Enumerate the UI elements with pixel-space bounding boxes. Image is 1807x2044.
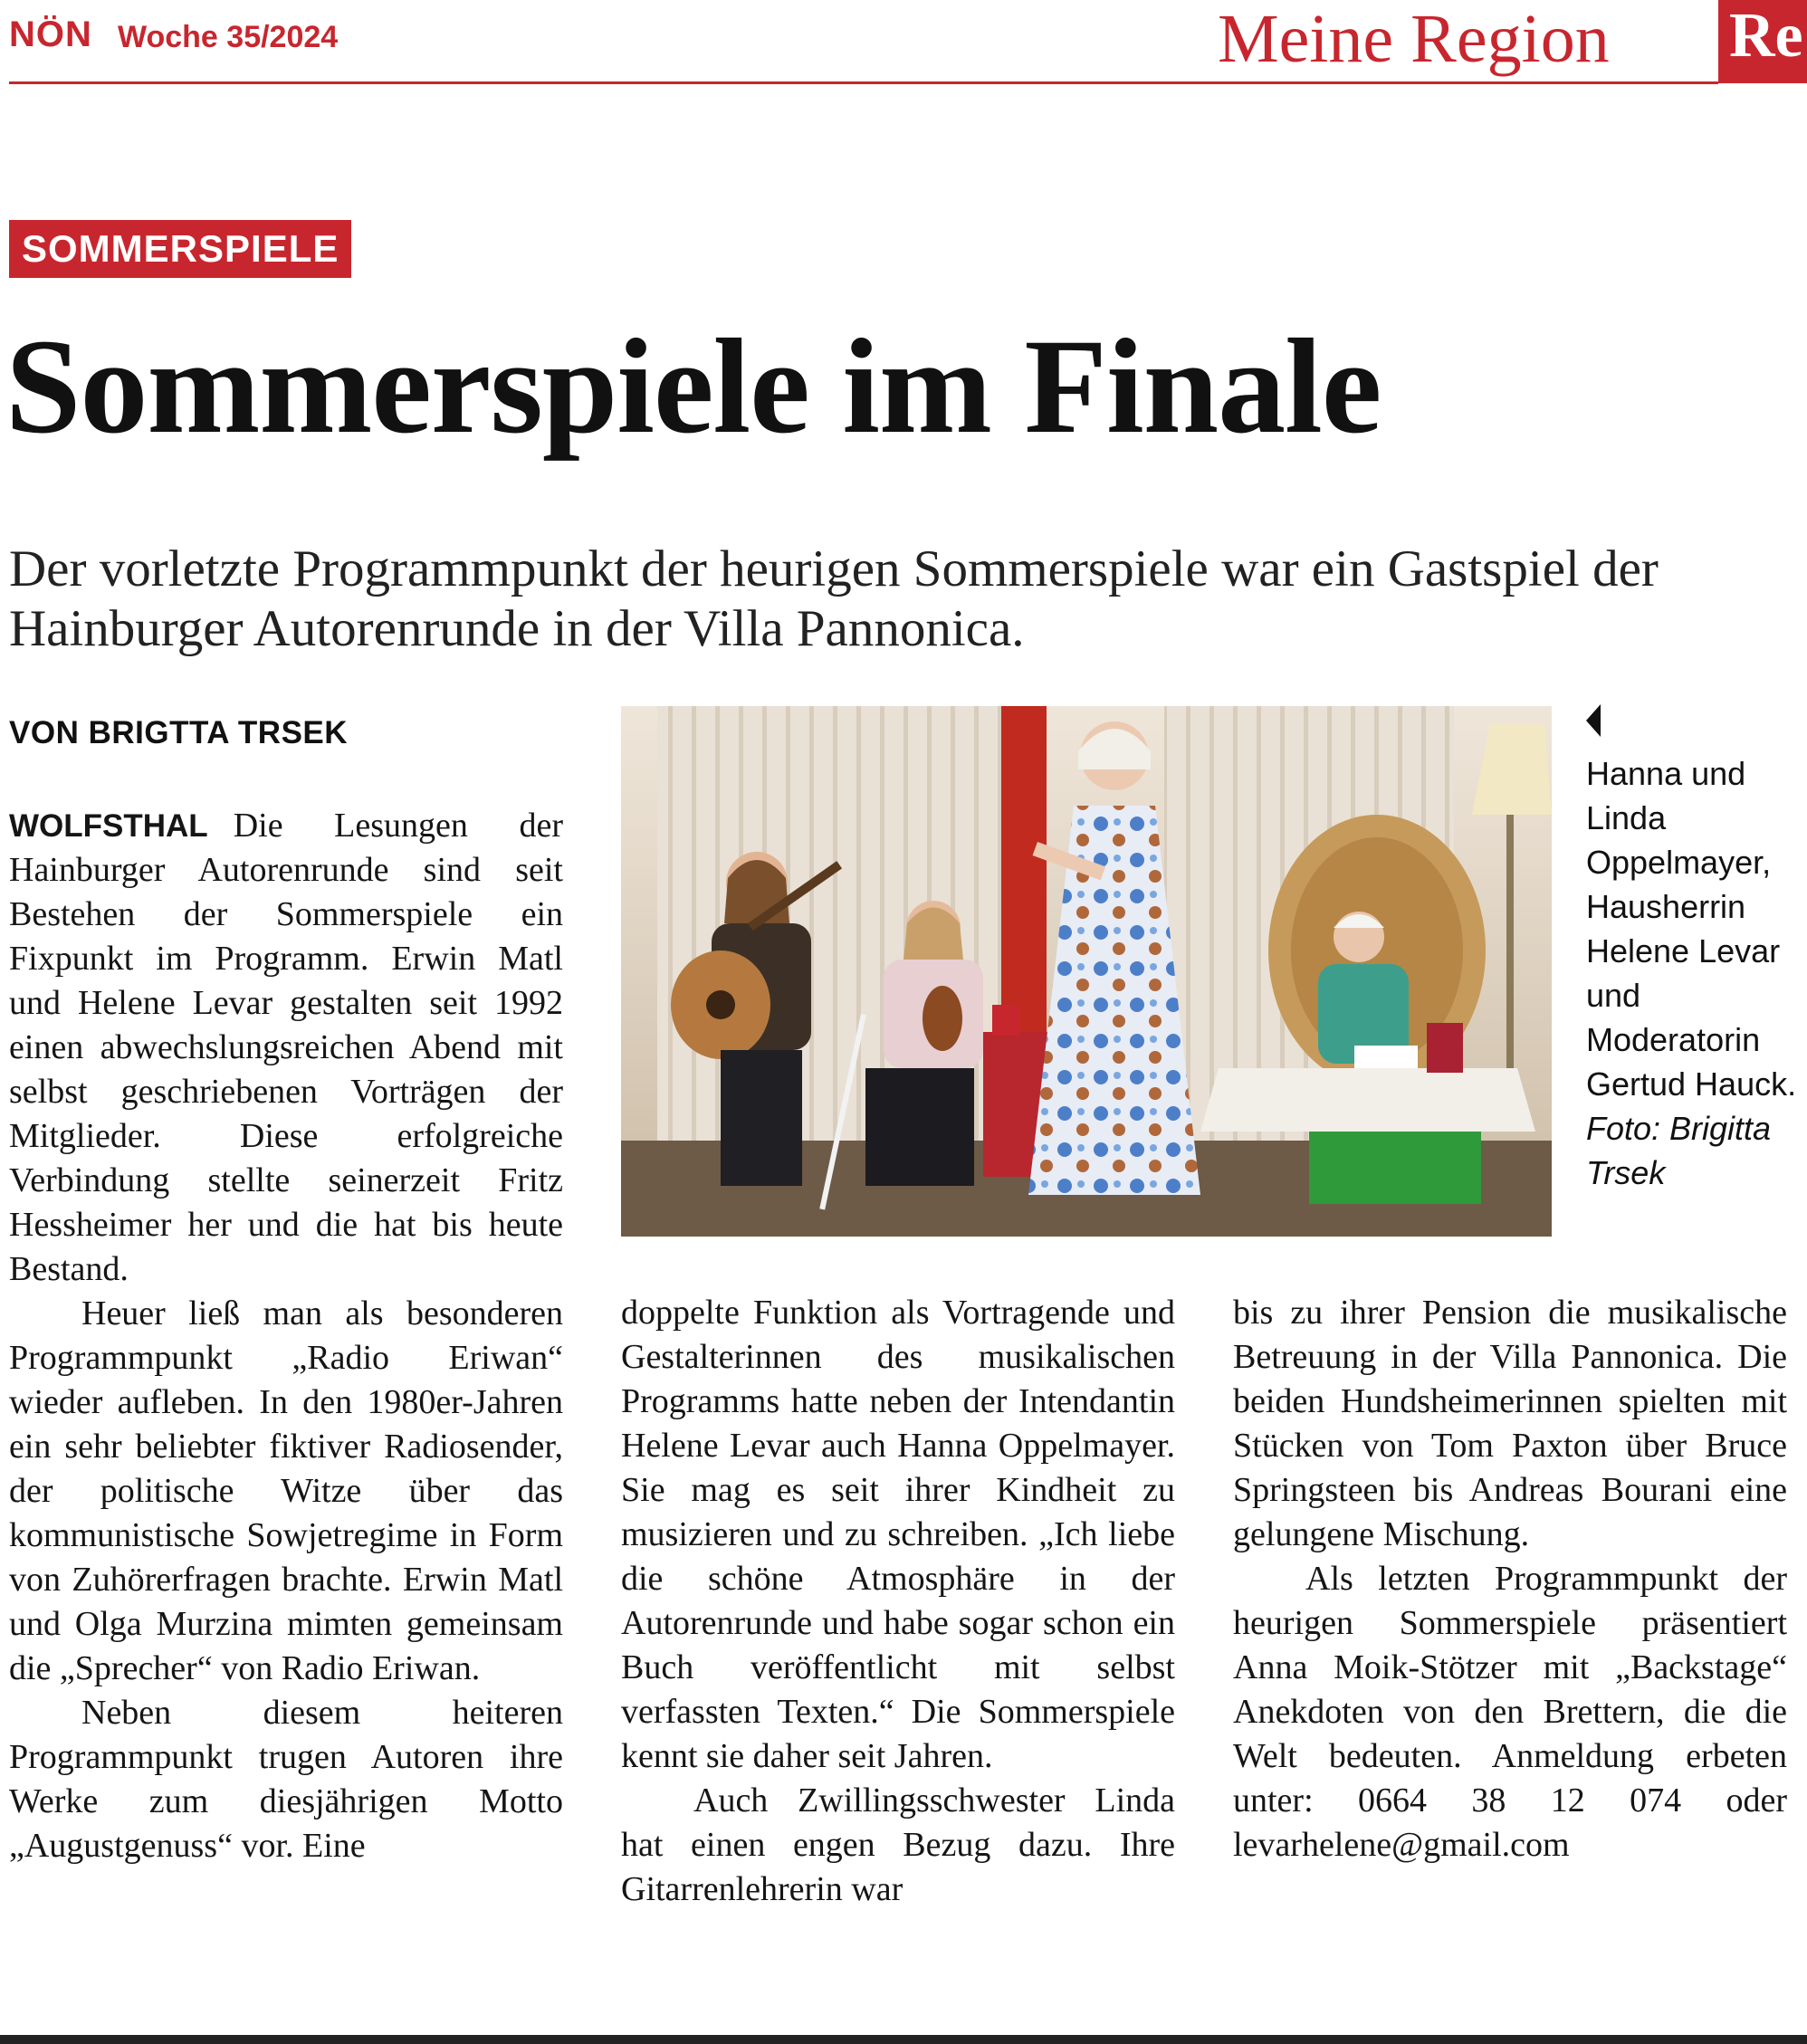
- dateline: WOLFSTHAL: [9, 808, 208, 844]
- photo-credit: Foto: Brigitta Trsek: [1586, 1110, 1772, 1191]
- section-tab: [1718, 0, 1807, 83]
- article-paragraph: doppelte Funktion als Vortragende und Gestalterinnen des musikalischen Programms hatte neben der Intendantin Helene Levar auch Hanna Oppelmayer. Sie mag es seit ihrer Kindheit zu musizieren und zu schreiben. „Ich liebe die schöne Atmosphäre in der Autorenrunde und habe sogar schon ein Buch veröffentlicht mit selbst verfassten Texten.“ Die Sommerspiele kennt sie daher seit Jahren.: [621, 1294, 1175, 1775]
- header-rule: [9, 81, 1718, 84]
- photo-illustration: [621, 706, 1552, 1237]
- photo-caption: [1586, 751, 1803, 1195]
- bottom-rule: [0, 2035, 1807, 2044]
- article-paragraph: [9, 804, 563, 1292]
- byline: VON BRIGTTA TRSEK: [9, 715, 349, 750]
- paragraph-text: Die Lesungen der Hainburger Autorenrunde sind seit Bestehen der Sommerspiele ein Fixpunkt im Programm. Erwin Matl und Helene Levar gestalten seit 1992 einen abwechslungsreichen Abend mit selbst geschriebenen Vorträgen der Mitglieder. Diese erfolgreiche Verbindung stellte seinerzeit Fritz Hessheimer her und die hat bis heute Bestand.: [9, 807, 563, 1288]
- article-paragraph: Heuer ließ man als besonderen Programmpunkt „Radio Eriwan“ wieder aufleben. In den 1980er-Jahren ein sehr beliebter fiktiver Radiosender, der politische Witze über das kommunistische Sowjetregime in Form von Zuhörerfragen brachte. Erwin Matl und Olga Murzina mimten gemeinsam die „Sprecher“ von Radio Eriwan.: [9, 1294, 563, 1687]
- article-paragraph: Auch Zwillingsschwester Linda hat einen engen Bezug dazu. Ihre Gitarrenlehrerin war: [621, 1781, 1175, 1908]
- article-paragraph: Als letzten Programmpunkt der heurigen Sommerspiele präsentiert Anna Moik-Stötzer mit „Backstage“ Anekdoten von den Brettern, die die Welt bedeuten. Anmeldung erbeten unter: 0664 38 12 074 oder levarhelene@gmail.com: [1233, 1560, 1787, 1864]
- lead-paragraph: Der vorletzte Programmpunkt der heurigen Sommerspiele war ein Gastspiel der Hainburger Autorenrunde in der Villa Pannonica.: [9, 540, 1659, 657]
- article-column-2: [621, 1291, 1175, 1912]
- section-title: Meine Region: [1218, 1, 1610, 77]
- headline: Sommerspiele im Finale: [5, 311, 1382, 462]
- caption-text: Hanna und Linda Oppelmayer, Hausherrin Helene Levar und Moderatorin Gertud Hauck.: [1586, 755, 1797, 1103]
- caption-pointer-icon: [1586, 704, 1601, 737]
- article-column-1: [9, 804, 563, 1868]
- article-column-3: [1233, 1291, 1787, 1867]
- section-tab-label: Re: [1729, 1, 1803, 71]
- issue-label: Woche 35/2024: [118, 20, 339, 54]
- article-photo: [621, 706, 1552, 1237]
- article-paragraph: Neben diesem heiteren Programmpunkt trugen Autoren ihre Werke zum diesjährigen Motto „Augustgenuss“ vor. Eine: [9, 1694, 563, 1865]
- newspaper-brand: NÖN: [9, 14, 92, 54]
- kicker-badge: SOMMERSPIELE: [9, 220, 351, 278]
- article-paragraph: bis zu ihrer Pension die musikalische Betreuung in der Villa Pannonica. Die beiden Hundsheimerinnen spielten mit Stücken von Tom Paxton über Bruce Springsteen bis Andreas Bourani eine gelungene Mischung.: [1233, 1294, 1787, 1553]
